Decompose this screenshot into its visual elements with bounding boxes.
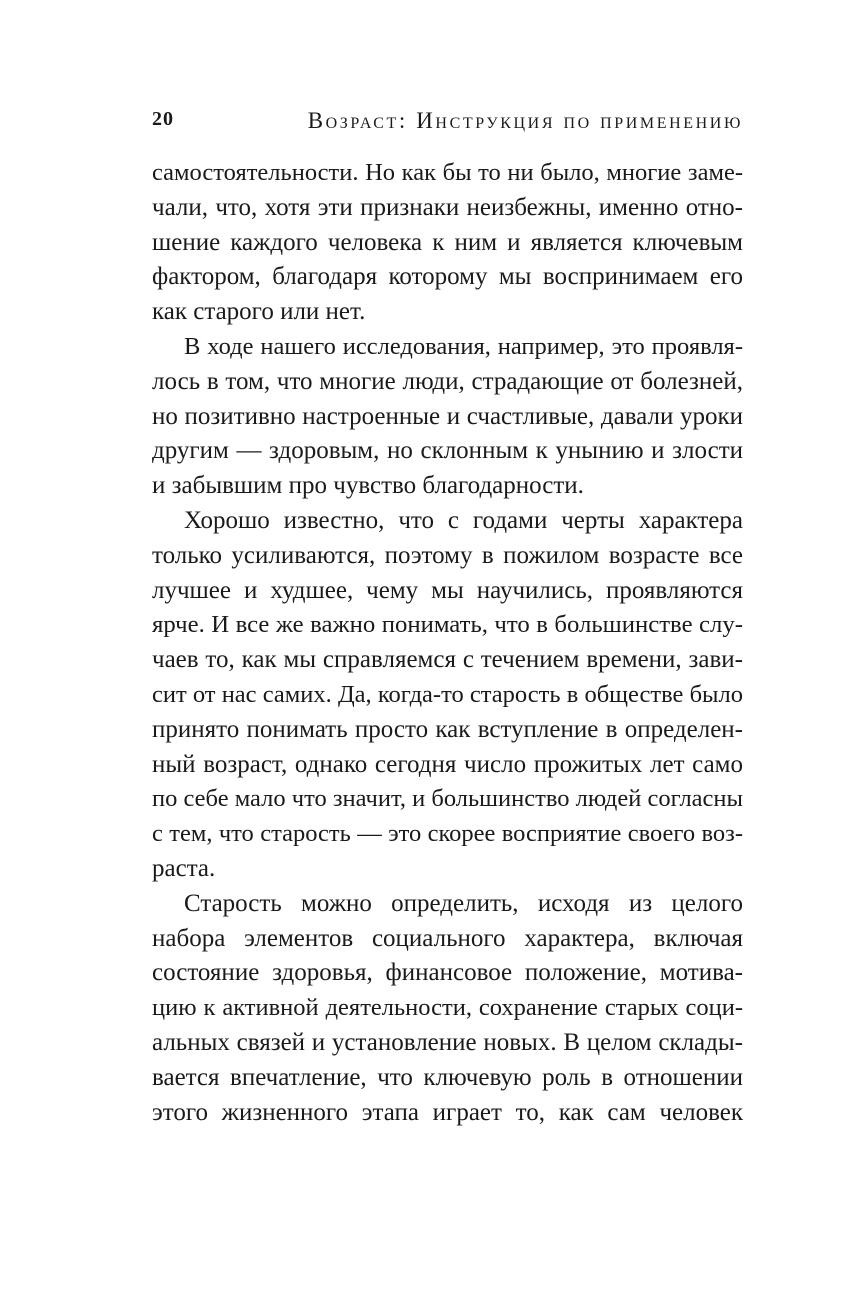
text-line: В ходе нашего исследования, например, это проявля- xyxy=(184,332,743,360)
text-line: по себе мало что значит, и большинство людей согласны xyxy=(152,785,743,813)
running-header xyxy=(152,108,743,138)
text-line: этого жизненного этапа играет то, как сам человек xyxy=(152,1098,743,1126)
running-title: Возраст: Инструкция по применению xyxy=(307,108,743,133)
text-line: только усиливаются, поэтому в пожилом возрасте все xyxy=(152,541,743,569)
text-line: сит от нас самих. Да, когда-то старость в обществе было xyxy=(152,680,743,708)
text-line: ный возраст, однако сегодня число прожитых лет само xyxy=(152,750,743,778)
body-text xyxy=(152,156,743,1130)
text-line: Старость можно определить, исходя из целого xyxy=(184,889,743,917)
text-line: как старого или нет. xyxy=(152,298,366,326)
text-line: чали, что, хотя эти признаки неизбежны, именно отно- xyxy=(152,193,743,221)
text-line: набора элементов социального характера, включая xyxy=(152,924,743,952)
text-line: с тем, что старость — это скорее восприятие своего воз- xyxy=(152,820,743,848)
text-line: шение каждого человека к ним и является ключевым xyxy=(152,228,743,256)
text-line: цию к активной деятельности, сохранение старых соци- xyxy=(152,994,743,1022)
text-line: и забывшим про чувство благодарности. xyxy=(152,472,584,500)
text-line: принято понимать просто как вступление в определен- xyxy=(152,715,743,743)
text-line: раста. xyxy=(152,854,216,882)
page-number: 20 xyxy=(152,108,174,130)
text-line: другим — здоровым, но склонным к унынию и злости xyxy=(152,437,743,465)
text-line: ярче. И все же важно понимать, что в большинстве слу- xyxy=(152,611,743,639)
text-line: лучшее и худшее, чему мы научились, проявляются xyxy=(152,576,743,604)
text-line: Хорошо известно, что с годами черты характера xyxy=(184,506,743,534)
text-line: лось в том, что многие люди, страдающие от болезней, xyxy=(152,367,743,395)
text-line: фактором, благодаря которому мы воспринимаем его xyxy=(152,263,743,291)
text-line: вается впечатление, что ключевую роль в отношении xyxy=(152,1063,743,1091)
text-line: но позитивно настроенные и счастливые, давали уроки xyxy=(152,402,743,430)
text-line: альных связей и установление новых. В целом склады- xyxy=(152,1028,743,1056)
text-line: состояние здоровья, финансовое положение, мотива- xyxy=(152,959,743,987)
text-line: чаев то, как мы справляемся с течением времени, зави- xyxy=(152,646,743,674)
text-line: самостоятельности. Но как бы то ни было, многие заме- xyxy=(152,159,743,186)
